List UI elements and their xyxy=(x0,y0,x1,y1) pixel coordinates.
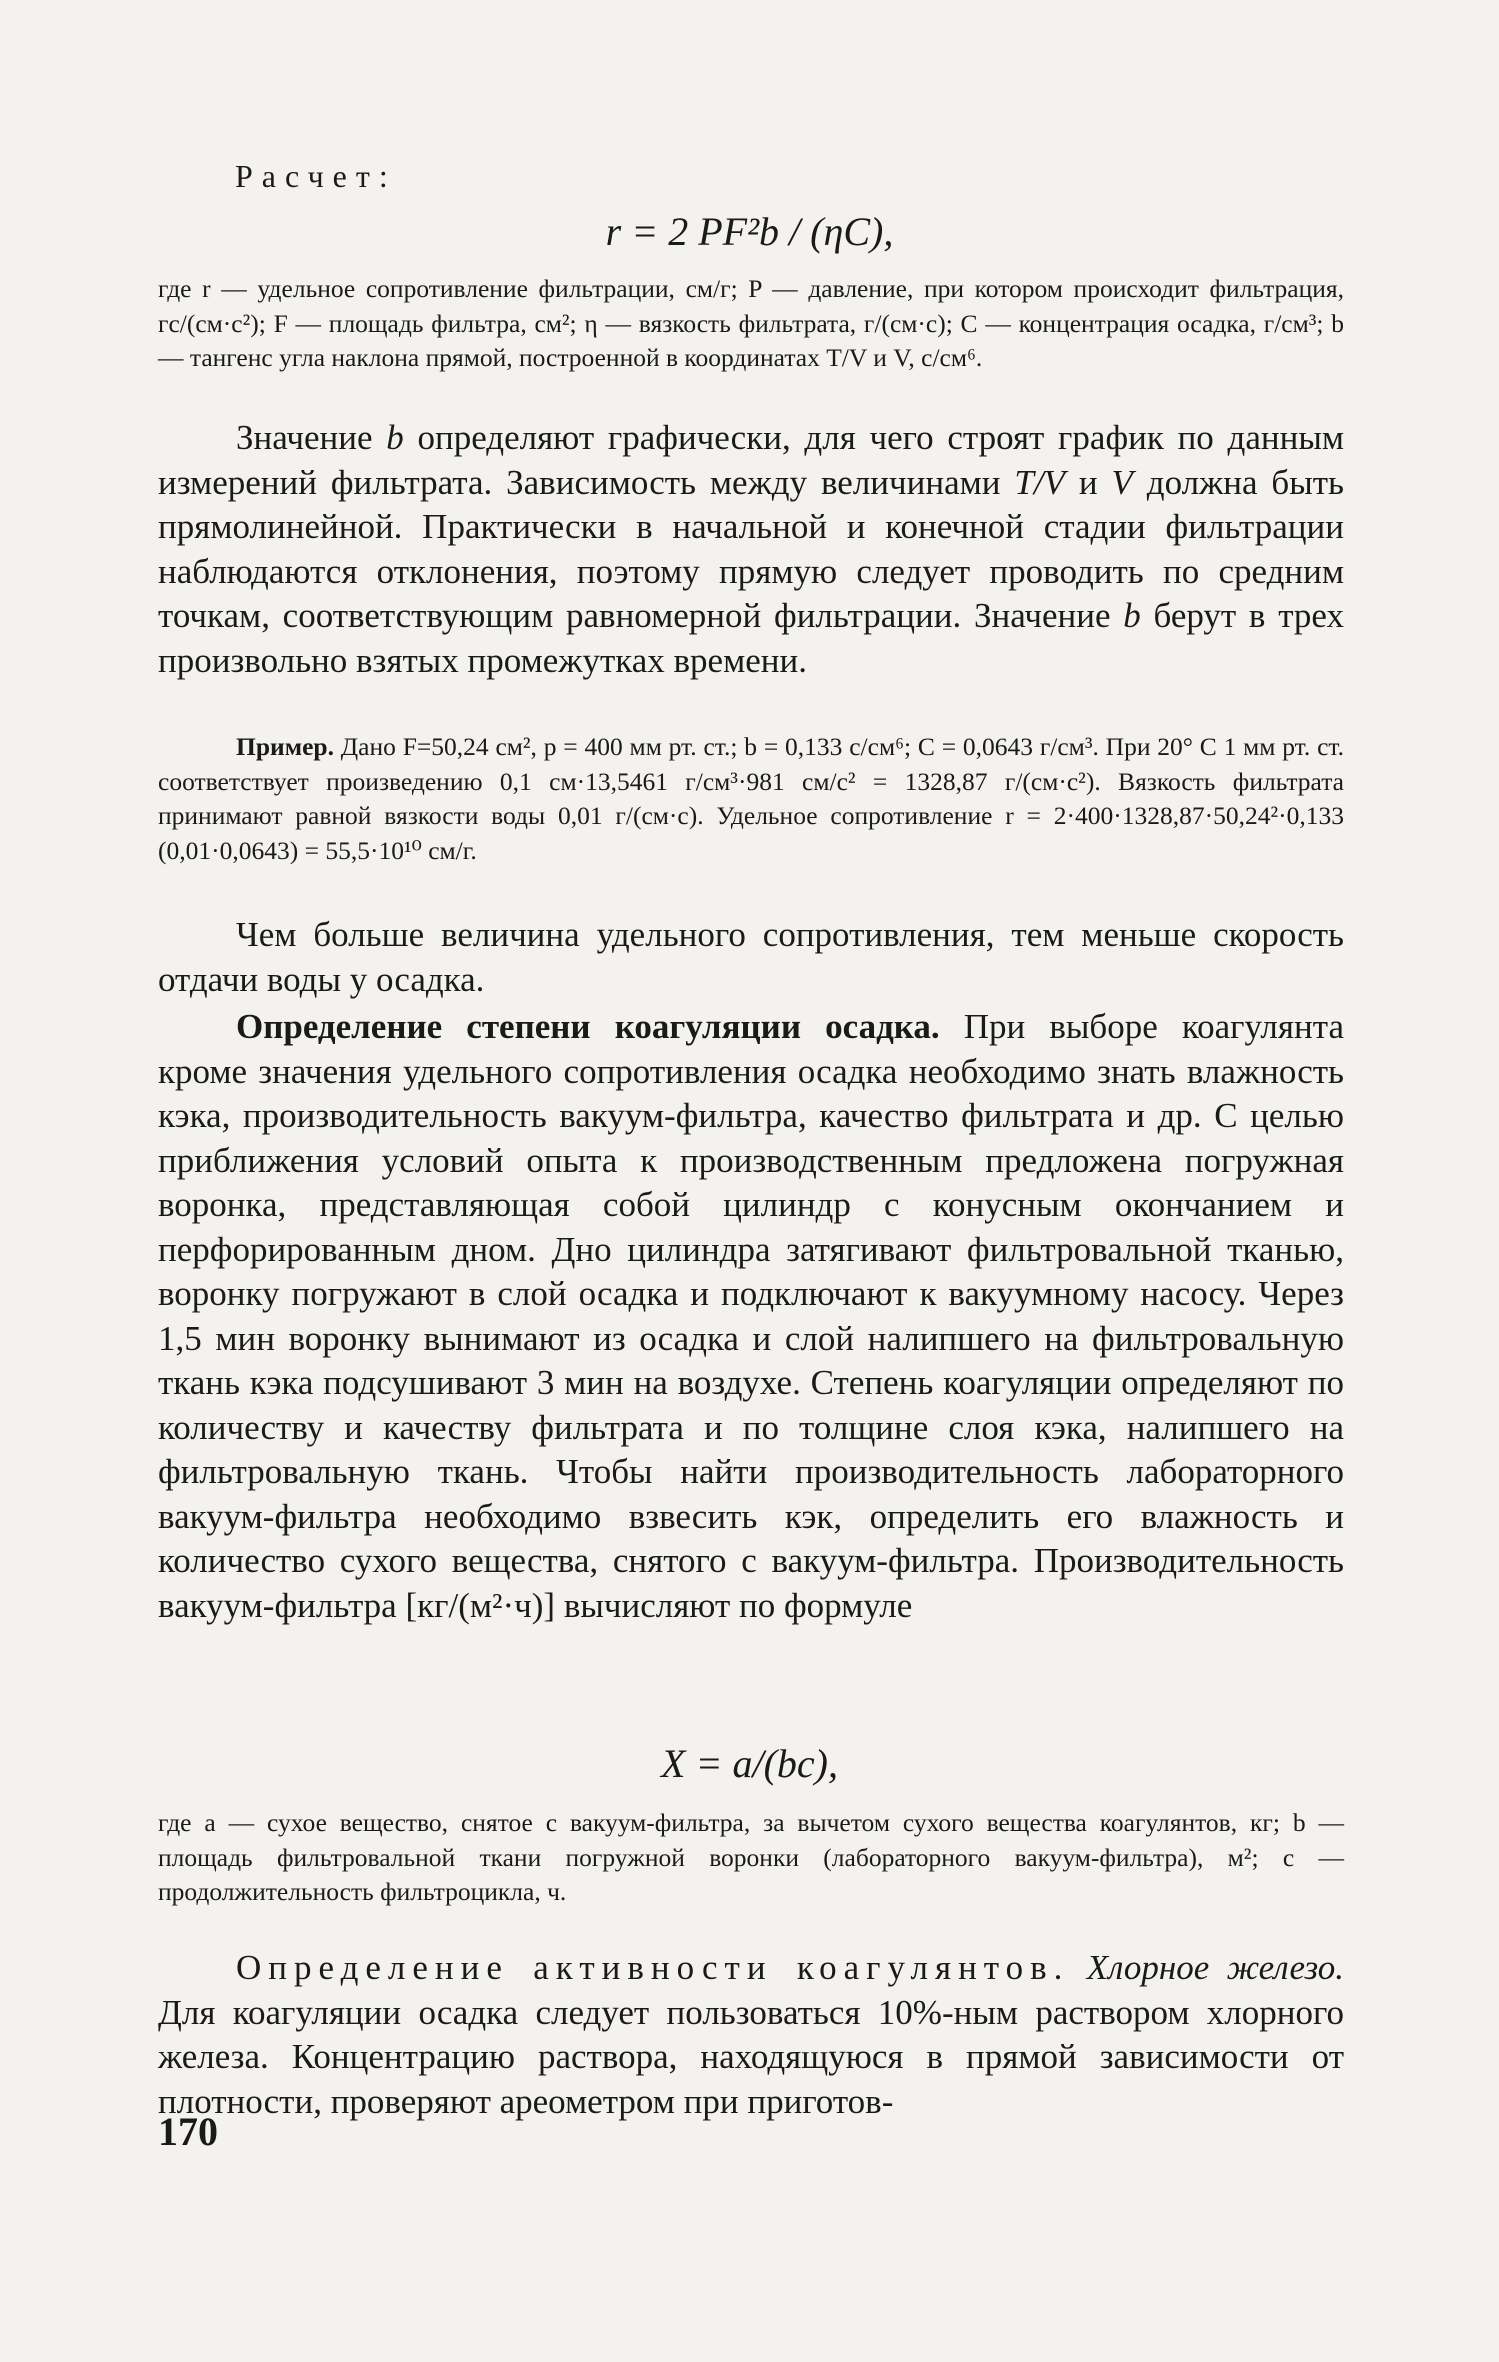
formula1-legend: где r — удельное сопротивление фильтрации, см/г; P — давление, при котором происходит фильтрация, гс/(см·с²); F — площадь фильтра, см²; η — вязкость фильтрата, г/(см·с); C — концентрация осадка, г/см³; b — тангенс угла наклона прямой, построенной в координатах T/V и V, с/см⁶. xyxy=(158,274,1344,372)
coagulation-text: При выборе коагулянта кроме значения удельного сопротивления осадка необходимо знать влажность кэка, производительность вакуум-фильтра, качество фильтрата и др. С целью приближения условий опыта к производственным предложена погружная воронка, представляющая собой цилиндр с конусным окончанием и перфорированным дном. Дно цилиндра затягивают фильтровальной тканью, воронку погружают в слой осадка и подключают к вакуумному насосу. Через 1,5 мин воронку вынимают из осадка и слой налипшего на фильтровальную ткань кэка подсушивают 3 мин на воздухе. Степень коагуляции определяют по количеству и качеству фильтрата и по толщине слоя кэка, налипшего на фильтровальную ткань. Чтобы найти производительность лабораторного вакуум-фильтра необходимо взвесить кэк, определить его влажность и количество сухого вещества, снятого с вакуум-фильтра. Производительность вакуум-фильтра [кг/(м²·ч)] вычисляют по формуле xyxy=(158,1007,1344,1625)
text-run: должна быть прямолинейной. Практически в начальной и конечной стадии фильтрации наблюдаются отклонения, поэтому прямую следует проводить по средним точкам, соответствующим равномерной фильтрации. Значение xyxy=(158,462,1344,635)
text-run: b xyxy=(386,418,404,457)
formula-specific-resistance: r = 2 PF²b / (ηC), xyxy=(605,209,894,254)
text-run: b xyxy=(1123,596,1141,635)
ferric-chloride-heading: Хлорное железо. xyxy=(1086,1948,1344,1987)
section-heading-coagulation: Определение степени коагуляции осадка. xyxy=(236,1007,940,1046)
text-run: T/V xyxy=(1014,462,1065,502)
text-run: и xyxy=(1064,462,1112,502)
page-number: 170 xyxy=(158,2109,218,2154)
example-label: Пример. xyxy=(236,732,334,761)
calc-heading: Расчет: xyxy=(235,158,397,194)
text-run: берут в трех произвольно взятых промежутках времени. xyxy=(158,596,1344,680)
section-heading-activity: Определение активности коагулянтов. xyxy=(236,1948,1070,1987)
paragraph-coagulation-degree xyxy=(158,1005,1344,1628)
text-run: V xyxy=(1111,462,1133,502)
example-block xyxy=(158,730,1344,868)
formula2-legend: где a — сухое вещество, снятое с вакуум-фильтра, за вычетом сухого вещества коагулянтов, кг; b — площадь фильтровальной ткани погружной воронки (лабораторного вакуум-фильтра), м²; c — продолжительность фильтроцикла, ч. xyxy=(158,1808,1344,1906)
activity-text: Для коагуляции осадка следует пользоваться 10%-ным раствором хлорного железа. Концентрацию раствора, находящуюся в прямой зависимости от плотности, проверяют ареометром при приготов- xyxy=(158,1992,1344,2121)
text-run: Значение xyxy=(236,418,387,457)
example-text: Дано F=50,24 см², p = 400 мм рт. ст.; b = 0,133 с/см⁶; C = 0,0643 г/см³. При 20° C 1 мм рт. ст. соответствует произведению 0,1 см·13,5461 г/см³·981 см/с² = 1328,87 г/(см·с²). Вязкость фильтрата принимают равной вязкости воды 0,01 г/(см·с). Удельное сопротивление r = 2·400·1328,87·50,24²·0,133 (0,01·0,0643) = 55,5·10¹⁰ см/г. xyxy=(158,732,1344,865)
paragraph-graph-method xyxy=(158,416,1344,683)
formula-productivity: X = a/(bc), xyxy=(661,1741,838,1786)
paragraph-coagulant-activity xyxy=(158,1946,1344,2124)
text-run: определяют графически, для чего строят график по данным измерений фильтрата. Зависимость между величинами xyxy=(158,418,1344,502)
paragraph-resistance-note: Чем больше величина удельного сопротивления, тем меньше скорость отдачи воды у осадка. xyxy=(158,915,1344,999)
